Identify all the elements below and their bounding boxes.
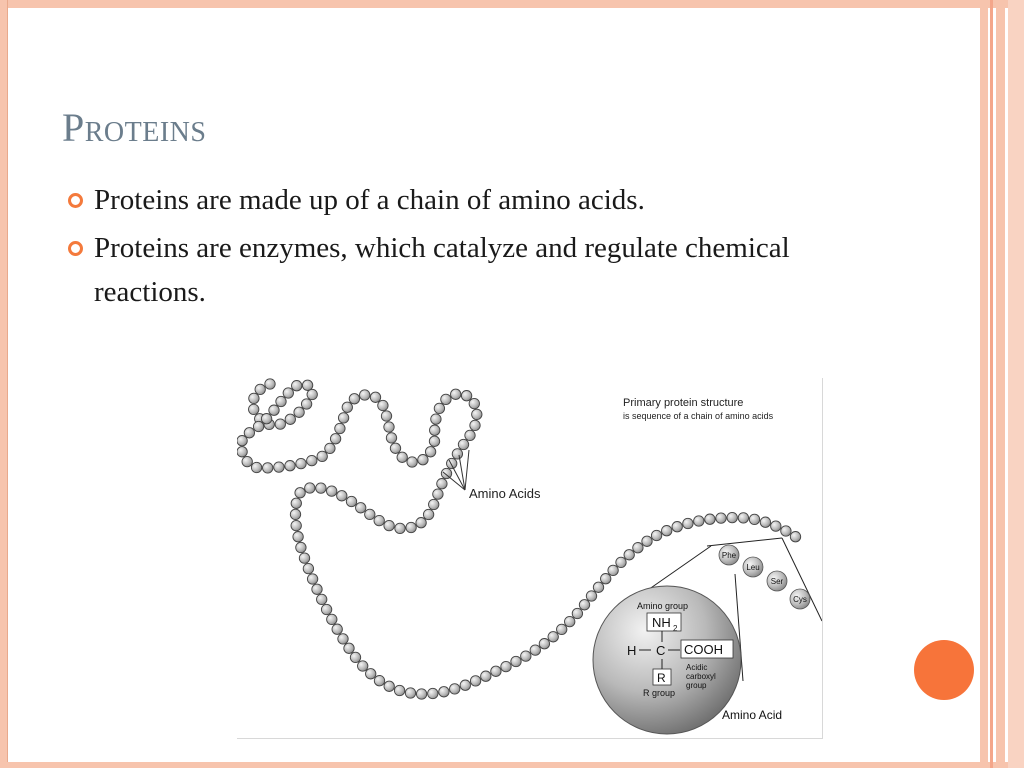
acidic-label-1: Acidic — [686, 663, 708, 672]
amino-acid-bead — [253, 421, 263, 431]
amino-acid-bead — [716, 513, 726, 523]
frame-stripe — [1008, 0, 1024, 768]
amino-acid-bead — [465, 430, 475, 440]
bullet-text: Proteins are made up of a chain of amino acids. — [94, 184, 645, 216]
bullet-item — [66, 178, 906, 222]
amino-acid-bead — [374, 676, 384, 686]
amino-acid-bead — [283, 388, 293, 398]
amino-acid-bead — [307, 455, 317, 465]
amino-acid-bead — [469, 398, 479, 408]
amino-acid-bead — [344, 643, 354, 653]
amino-acid-bead — [249, 404, 259, 414]
amino-acid-bead — [335, 423, 345, 433]
amino-acid-bead — [390, 443, 400, 453]
nh-subscript: 2 — [673, 624, 678, 633]
amino-acid-bead — [694, 516, 704, 526]
amino-acid-bead — [727, 512, 737, 522]
amino-acid-bead — [317, 451, 327, 461]
amino-acid-bead — [338, 634, 348, 644]
amino-acid-bead — [441, 468, 451, 478]
frame-bottom — [0, 762, 1024, 768]
amino-acid-bead — [397, 452, 407, 462]
amino-acid-bead — [418, 455, 428, 465]
amino-acid-bead — [451, 389, 461, 399]
amino-acid-bead — [360, 390, 370, 400]
amino-acid-bead — [346, 496, 356, 506]
amino-acid-bead — [263, 463, 273, 473]
amino-acid-bead — [662, 526, 672, 536]
c-atom: C — [656, 643, 666, 658]
amino-acid-bead — [416, 518, 426, 528]
frame-top — [0, 0, 1024, 8]
amino-acid-bead — [327, 614, 337, 624]
amino-acid-bead — [633, 543, 643, 553]
amino-acid-bead — [255, 384, 265, 394]
amino-acid-bead — [416, 689, 426, 699]
amino-acid-bead — [356, 503, 366, 513]
amino-acid-bead — [302, 380, 312, 390]
amino-acid-bead — [458, 439, 468, 449]
amino-acid-bead — [501, 661, 511, 671]
residue-beads — [719, 545, 810, 609]
amino-acid-bead — [437, 479, 447, 489]
amino-acid-bead — [291, 498, 301, 508]
amino-acid-bead — [790, 532, 800, 542]
amino-acid-bead — [237, 447, 247, 457]
amino-acid-bead — [672, 522, 682, 532]
amino-group-label: Amino group — [637, 601, 689, 611]
amino-acid-bead — [705, 514, 715, 524]
amino-acid-bead — [579, 600, 589, 610]
amino-acid-bead — [491, 666, 501, 676]
residue-label: Phe — [721, 551, 737, 560]
amino-acid-bead — [452, 449, 462, 459]
amino-acid-bead — [760, 517, 770, 527]
bullet-ring-icon — [68, 193, 83, 208]
amino-acid-bead — [349, 394, 359, 404]
amino-acid-bead — [557, 624, 567, 634]
amino-acid-bead — [481, 671, 491, 681]
amino-acid-bead — [405, 688, 415, 698]
bullet-text: Proteins are enzymes, which catalyze and regulate chemical reactions. — [94, 232, 790, 308]
amino-acid-bead — [601, 574, 611, 584]
residue-label: Cys — [793, 595, 807, 604]
amino-acid-bead — [381, 411, 391, 421]
amino-acid-bead — [425, 447, 435, 457]
amino-acid-bead — [237, 436, 247, 446]
amino-acid-bead — [738, 513, 748, 523]
amino-acid-bead — [460, 680, 470, 690]
amino-acid-bead — [370, 392, 380, 402]
amino-acid-bead — [305, 483, 315, 493]
amino-acid-bead — [441, 394, 451, 404]
amino-acid-bead — [378, 400, 388, 410]
amino-acid-bead — [327, 486, 337, 496]
amino-acid-bead — [406, 522, 416, 532]
amino-acid-inset — [593, 586, 782, 734]
amino-acid-bead — [299, 553, 309, 563]
amino-acid-bead — [274, 462, 284, 472]
bullet-ring-icon — [68, 241, 83, 256]
amino-acid-bead — [771, 521, 781, 531]
amino-acid-bead — [285, 461, 295, 471]
amino-acid-bead — [384, 520, 394, 530]
amino-acids-label: Amino Acids — [469, 486, 541, 501]
amino-acid-bead — [295, 488, 305, 498]
caption-subtitle: is sequence of a chain of amino acids — [623, 411, 774, 421]
amino-acid-bead — [394, 685, 404, 695]
acidic-label-3: group — [686, 681, 707, 690]
amino-acid-bead — [470, 676, 480, 686]
amino-acid-bead — [433, 489, 443, 499]
amino-acid-bead — [350, 652, 360, 662]
amino-acid-bead — [781, 526, 791, 536]
caption-title: Primary protein structure — [623, 397, 744, 409]
amino-acid-bead — [249, 393, 259, 403]
amino-acid-bead — [294, 407, 304, 417]
decorative-orange-circle — [914, 640, 974, 700]
amino-acid-bead — [430, 425, 440, 435]
amino-acid-bead — [470, 420, 480, 430]
amino-acid-bead — [292, 381, 302, 391]
amino-acid-bead — [586, 591, 596, 601]
frame-stripe — [990, 0, 993, 768]
amino-acid-bead — [338, 413, 348, 423]
amino-acid-bead — [317, 594, 327, 604]
amino-acid-bead — [521, 651, 531, 661]
h-atom: H — [627, 643, 637, 658]
amino-acid-bead — [439, 687, 449, 697]
amino-acid-bead — [395, 523, 405, 533]
amino-acid-bead — [511, 656, 521, 666]
amino-acid-bead — [608, 565, 618, 575]
frame-stripe — [996, 0, 1005, 768]
amino-acid-bead — [325, 443, 335, 453]
amino-acid-bead — [285, 414, 295, 424]
amino-acid-bead — [384, 681, 394, 691]
amino-acid-bead — [332, 624, 342, 634]
amino-acid-bead — [749, 514, 759, 524]
amino-acid-bead — [265, 379, 275, 389]
frame-stripe — [980, 0, 988, 768]
amino-acid-bead — [261, 414, 271, 424]
amino-acid-bead — [242, 456, 252, 466]
amino-acid-bead — [276, 396, 286, 406]
amino-acid-bead — [428, 688, 438, 698]
amino-acid-bead — [683, 518, 693, 528]
amino-acid-bead — [291, 520, 301, 530]
acidic-label-2: carboxyl — [686, 672, 716, 681]
amino-acid-bead — [450, 684, 460, 694]
residue-label: Leu — [746, 563, 760, 572]
amino-acid-bead — [447, 458, 457, 468]
amino-acid-bead — [342, 402, 352, 412]
amino-acid-bead — [301, 399, 311, 409]
amino-acid-bead — [461, 391, 471, 401]
frame-left — [0, 0, 8, 768]
cooh-text: COOH — [684, 642, 723, 657]
amino-acid-bead — [530, 645, 540, 655]
amino-acid-bead — [316, 483, 326, 493]
bullet-item — [66, 226, 906, 314]
amino-acid-bead — [593, 582, 603, 592]
amino-acid-bead — [423, 509, 433, 519]
amino-acid-label: Amino Acid — [722, 708, 783, 722]
amino-acid-bead — [407, 457, 417, 467]
slide-title: Proteins — [62, 105, 207, 150]
amino-acid-bead — [365, 509, 375, 519]
r-group-label: R group — [643, 688, 676, 698]
amino-acid-bead — [384, 422, 394, 432]
amino-acid-bead — [642, 536, 652, 546]
amino-acid-bead — [293, 532, 303, 542]
amino-acid-bead — [330, 434, 340, 444]
amino-acid-bead — [307, 574, 317, 584]
amino-acid-bead — [434, 403, 444, 413]
amino-acid-bead — [312, 584, 322, 594]
amino-acid-bead — [296, 458, 306, 468]
amino-acid-bead — [539, 639, 549, 649]
protein-chain-diagram — [237, 378, 822, 738]
amino-acid-bead — [321, 604, 331, 614]
protein-structure-figure — [237, 378, 823, 739]
amino-acid-bead — [651, 530, 661, 540]
amino-acid-bead — [290, 509, 300, 519]
nh-text: NH — [652, 615, 671, 630]
amino-acid-bead — [616, 557, 626, 567]
amino-acid-bead — [275, 419, 285, 429]
amino-acid-bead — [565, 616, 575, 626]
amino-acid-bead — [358, 661, 368, 671]
amino-acid-bead — [337, 491, 347, 501]
r-text: R — [657, 671, 666, 685]
amino-acid-bead — [429, 436, 439, 446]
bullet-list — [66, 178, 906, 318]
amino-acid-bead — [624, 550, 634, 560]
amino-acid-bead — [472, 409, 482, 419]
amino-acid-bead — [269, 405, 279, 415]
amino-acid-bead — [572, 608, 582, 618]
amino-acid-bead — [303, 563, 313, 573]
amino-acid-bead — [366, 669, 376, 679]
residue-label: Ser — [770, 577, 784, 586]
amino-acid-bead — [431, 414, 441, 424]
amino-acid-bead — [548, 632, 558, 642]
amino-acid-bead — [386, 433, 396, 443]
amino-acid-bead — [296, 542, 306, 552]
amino-acid-bead — [374, 515, 384, 525]
amino-acid-bead — [251, 462, 261, 472]
amino-acid-bead — [429, 499, 439, 509]
